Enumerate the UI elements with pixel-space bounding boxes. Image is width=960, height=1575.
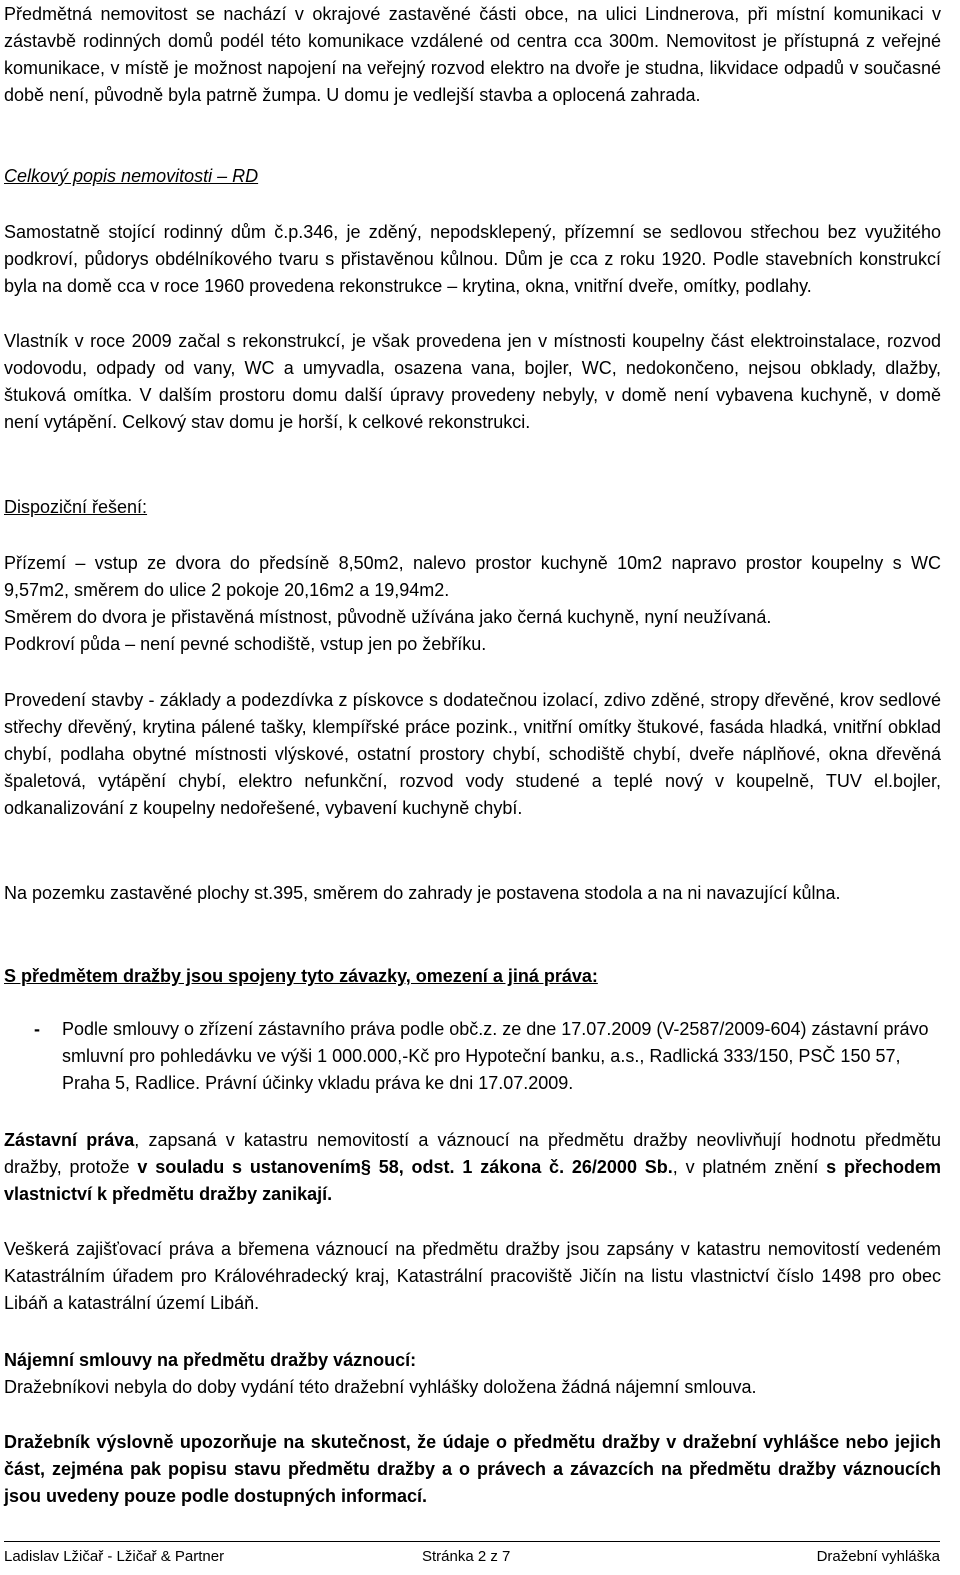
bullet-marker: - <box>34 1019 40 1039</box>
lease-text: Dražebníkovi nebyla do doby vydání této dražební vyhlášky doložena žádná nájemní smlouva. <box>4 1377 757 1397</box>
pledge-paragraph <box>4 1127 941 1208</box>
lease-heading: Nájemní smlouvy na předmětu dražby váznoucí: <box>4 1350 417 1370</box>
layout-paragraph-3: Podkroví půda – není pevné schodiště, vstup jen po žebříku. <box>4 634 487 654</box>
registry-paragraph: Veškerá zajišťovací práva a břemena váznoucí na předmětu dražby jsou zapsány v katastru nemovitostí vedeném Katastrálním úřadem pro Královéhradecký kraj, Katastrální pracoviště Jičín na listu vlastnictví číslo 1498 pro obec Libáň a katastrální území Libáň. <box>4 1239 941 1313</box>
location-paragraph: Předmětná nemovitost se nachází v okrajové zastavěné části obce, na ulici Lindnerova, při místní komunikaci v zástavbě rodinných domů podél této komunikace vzdálené od centra cca 300m. Nemovitost je přístupná z veřejné komunikace, v místě je možnost napojení na veřejný rozvod elektro na dvoře je studna, likvidace odpadů v současné době není, původně byla patrně žumpa. U domu je vedlejší stavba a oplocená zahrada. <box>4 4 941 105</box>
pledge-bold-c: v souladu s ustanovením§ 58, odst. 1 zákona č. 26/2000 Sb. <box>137 1157 673 1177</box>
footer-page-number: Stránka 2 z 7 <box>422 1548 511 1565</box>
pledge-text-b: , zapsaná v katastru nemovitostí a váznoucí na předmětu dražby neovlivňují hodnotu předmětu dražby, protože <box>4 1130 941 1177</box>
footer-author: Ladislav Lžičař - Lžičař & Partner <box>4 1548 225 1565</box>
disclaimer-paragraph: Dražebník výslovně upozorňuje na skutečnost, že údaje o předmětu dražby v dražební vyhlášce nebo jejich část, zejména pak popisu stavu předmětu dražby a o právech a závazcích na předmětu dražby váznoucích jsou uvedeny pouze podle dostupných informací. <box>4 1432 941 1506</box>
pledge-bold-e: s přechodem vlastnictví k předmětu dražby zanikají. <box>4 1157 941 1204</box>
description-paragraph-2: Vlastník v roce 2009 začal s rekonstrukcí, je však provedena jen v místnosti koupelny část elektroinstalace, rozvod vodovodu, odpady od vany, WC a umyvadla, osazena vana, bojler, WC, nedokončeno, nejsou obklady, dlažby, štuková omítka. V dalším prostoru domu další úpravy provedeny nebyly, v domě není vybavena kuchyně, v domě není vytápění. Celkový stav domu je horší, k celkové rekonstrukci. <box>4 331 941 432</box>
footer-document-title: Dražební vyhláška <box>816 1548 940 1565</box>
construction-paragraph: Provedení stavby - základy a podezdívka z pískovce s dodatečnou izolací, zdivo zděné, stropy dřevěné, krov sedlové střechy dřevěný, krytina pálené tašky, klempířské práce pozink., vnitřní omítky štukové, fasáda hladká, vnitřní obklad chybí, podlaha obytné místnosti vlýskové, ostatní prostory chybí, schodiště chybí, dveře náplňové, okna dřevěná špaletová, vytápění chybí, elektro nefunkční, rozvod vody studené a teplé nový v koupelně, TUV el.bojler, odkanalizování z koupelny nedořešené, vybavení kuchyně chybí. <box>4 690 941 818</box>
obligations-heading: S předmětem dražby jsou spojeny tyto závazky, omezení a jiná práva: <box>4 966 598 986</box>
layout-paragraph-1: Přízemí – vstup ze dvora do předsíně 8,50m2, nalevo prostor kuchyně 10m2 napravo prostor koupelny s WC 9,57m2, směrem do ulice 2 pokoje 20,16m2 a 19,94m2. <box>4 553 941 600</box>
pledge-bold-a: Zástavní práva <box>4 1130 135 1150</box>
page-footer <box>4 1546 940 1568</box>
description-heading: Celkový popis nemovitosti – RD <box>4 166 259 186</box>
plot-paragraph: Na pozemku zastavěné plochy st.395, směrem do zahrady je postavena stodola a na ni navazující kůlna. <box>4 883 841 903</box>
footer-divider <box>4 1541 940 1542</box>
layout-heading: Dispoziční řešení: <box>4 497 148 517</box>
lien-bullet-text: Podle smlouvy o zřízení zástavního práva podle obč.z. ze dne 17.07.2009 (V-2587/2009-604) zástavní právo smluvní pro pohledávku ve výši 1 000.000,-Kč pro Hypoteční banku, a.s., Radlická 333/150, PSČ 150 57, Praha 5, Radlice. Právní účinky vkladu práva ke dni 17.07.2009. <box>62 1019 929 1093</box>
pledge-text-d: , v platném znění <box>672 1157 827 1177</box>
layout-paragraph-2: Směrem do dvora je přistavěná místnost, původně užívána jako černá kuchyně, nyní neužívaná. <box>4 607 772 627</box>
description-paragraph-1: Samostatně stojící rodinný dům č.p.346, je zděný, nepodsklepený, přízemní se sedlovou střechou bez využitého podkroví, půdorys obdélníkového tvaru s přistavěnou kůlnou. Dům je cca z roku 1920. Podle stavebních konstrukcí byla na domě cca v roce 1960 provedena rekonstrukce – krytina, okna, vnitřní dveře, omítky, podlahy. <box>4 222 941 296</box>
